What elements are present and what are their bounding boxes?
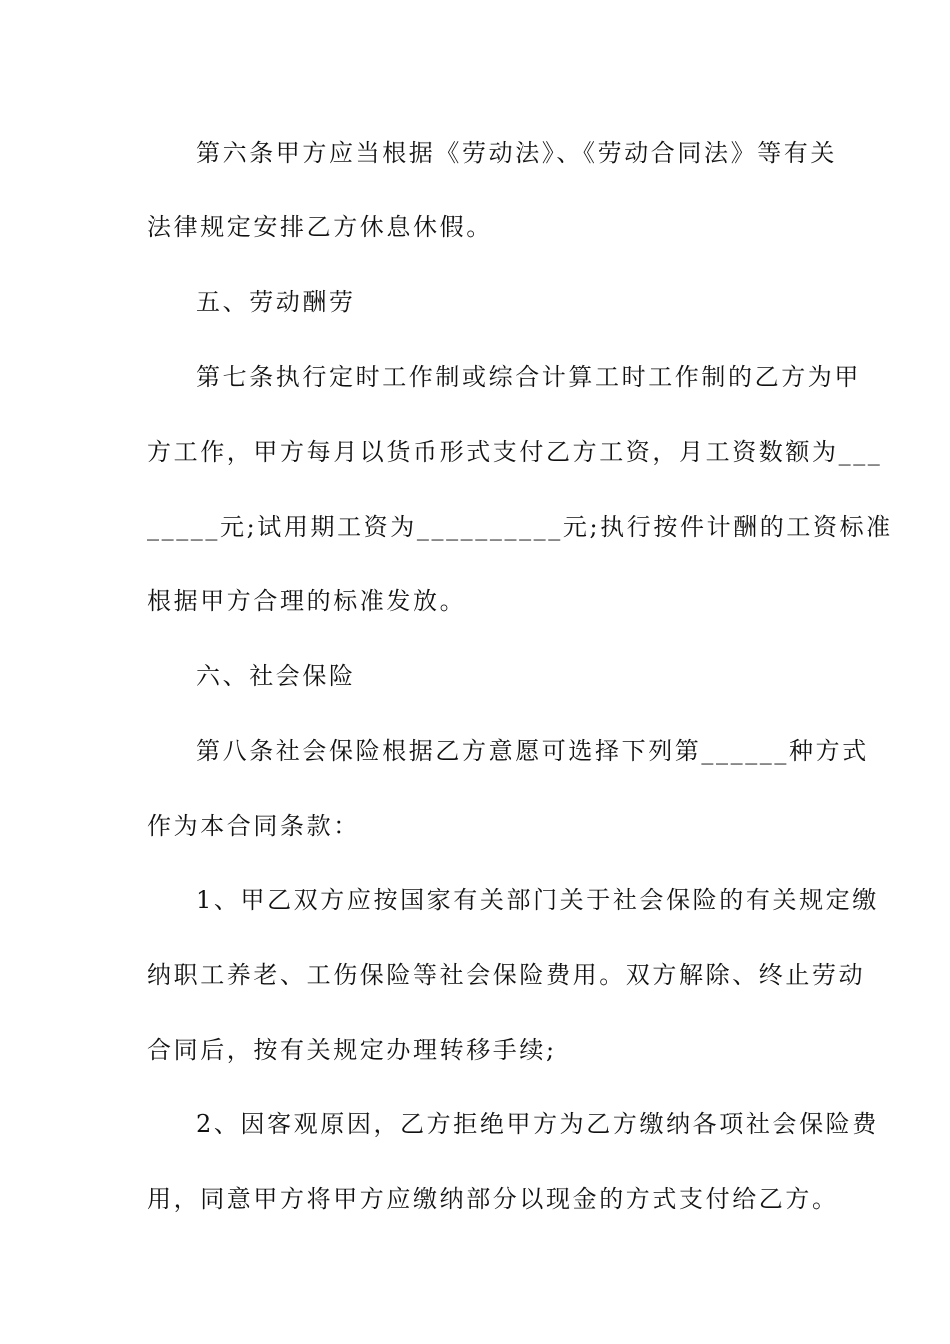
paragraph-article-8-line-1: 第八条社会保险根据乙方意愿可选择下列第______种方式	[196, 737, 869, 765]
paragraph-article-6-line-2: 法律规定安排乙方休息休假。	[147, 213, 493, 241]
list-item-1-line-3: 合同后，按有关规定办理转移手续;	[147, 1036, 557, 1064]
list-item-1-line-2: 纳职工养老、工伤保险等社会保险费用。双方解除、终止劳动	[147, 961, 866, 989]
list-item-2-line-1: 2、因客观原因，乙方拒绝甲方为乙方缴纳各项社会保险费	[196, 1110, 879, 1138]
section-heading-5: 五、劳动酬劳	[196, 288, 356, 316]
list-item-1-line-1: 1、甲乙双方应按国家有关部门关于社会保险的有关规定缴	[196, 886, 879, 914]
paragraph-article-6-line-1: 第六条甲方应当根据《劳动法》、《劳动合同法》等有关	[196, 139, 837, 167]
paragraph-article-8-line-2: 作为本合同条款：	[147, 812, 360, 840]
paragraph-article-7-line-1: 第七条执行定时工作制或综合计算工时工作制的乙方为甲	[196, 363, 861, 391]
paragraph-article-7-line-4: 根据甲方合理的标准发放。	[147, 587, 467, 615]
section-heading-6: 六、社会保险	[196, 662, 356, 690]
paragraph-article-7-line-3: _____元;试用期工资为__________元;执行按件计酬的工资标准	[147, 513, 893, 541]
list-item-2-line-2: 用，同意甲方将甲方应缴纳部分以现金的方式支付给乙方。	[147, 1185, 839, 1213]
paragraph-article-7-line-2: 方工作，甲方每月以货币形式支付乙方工资，月工资数额为___	[147, 438, 883, 466]
